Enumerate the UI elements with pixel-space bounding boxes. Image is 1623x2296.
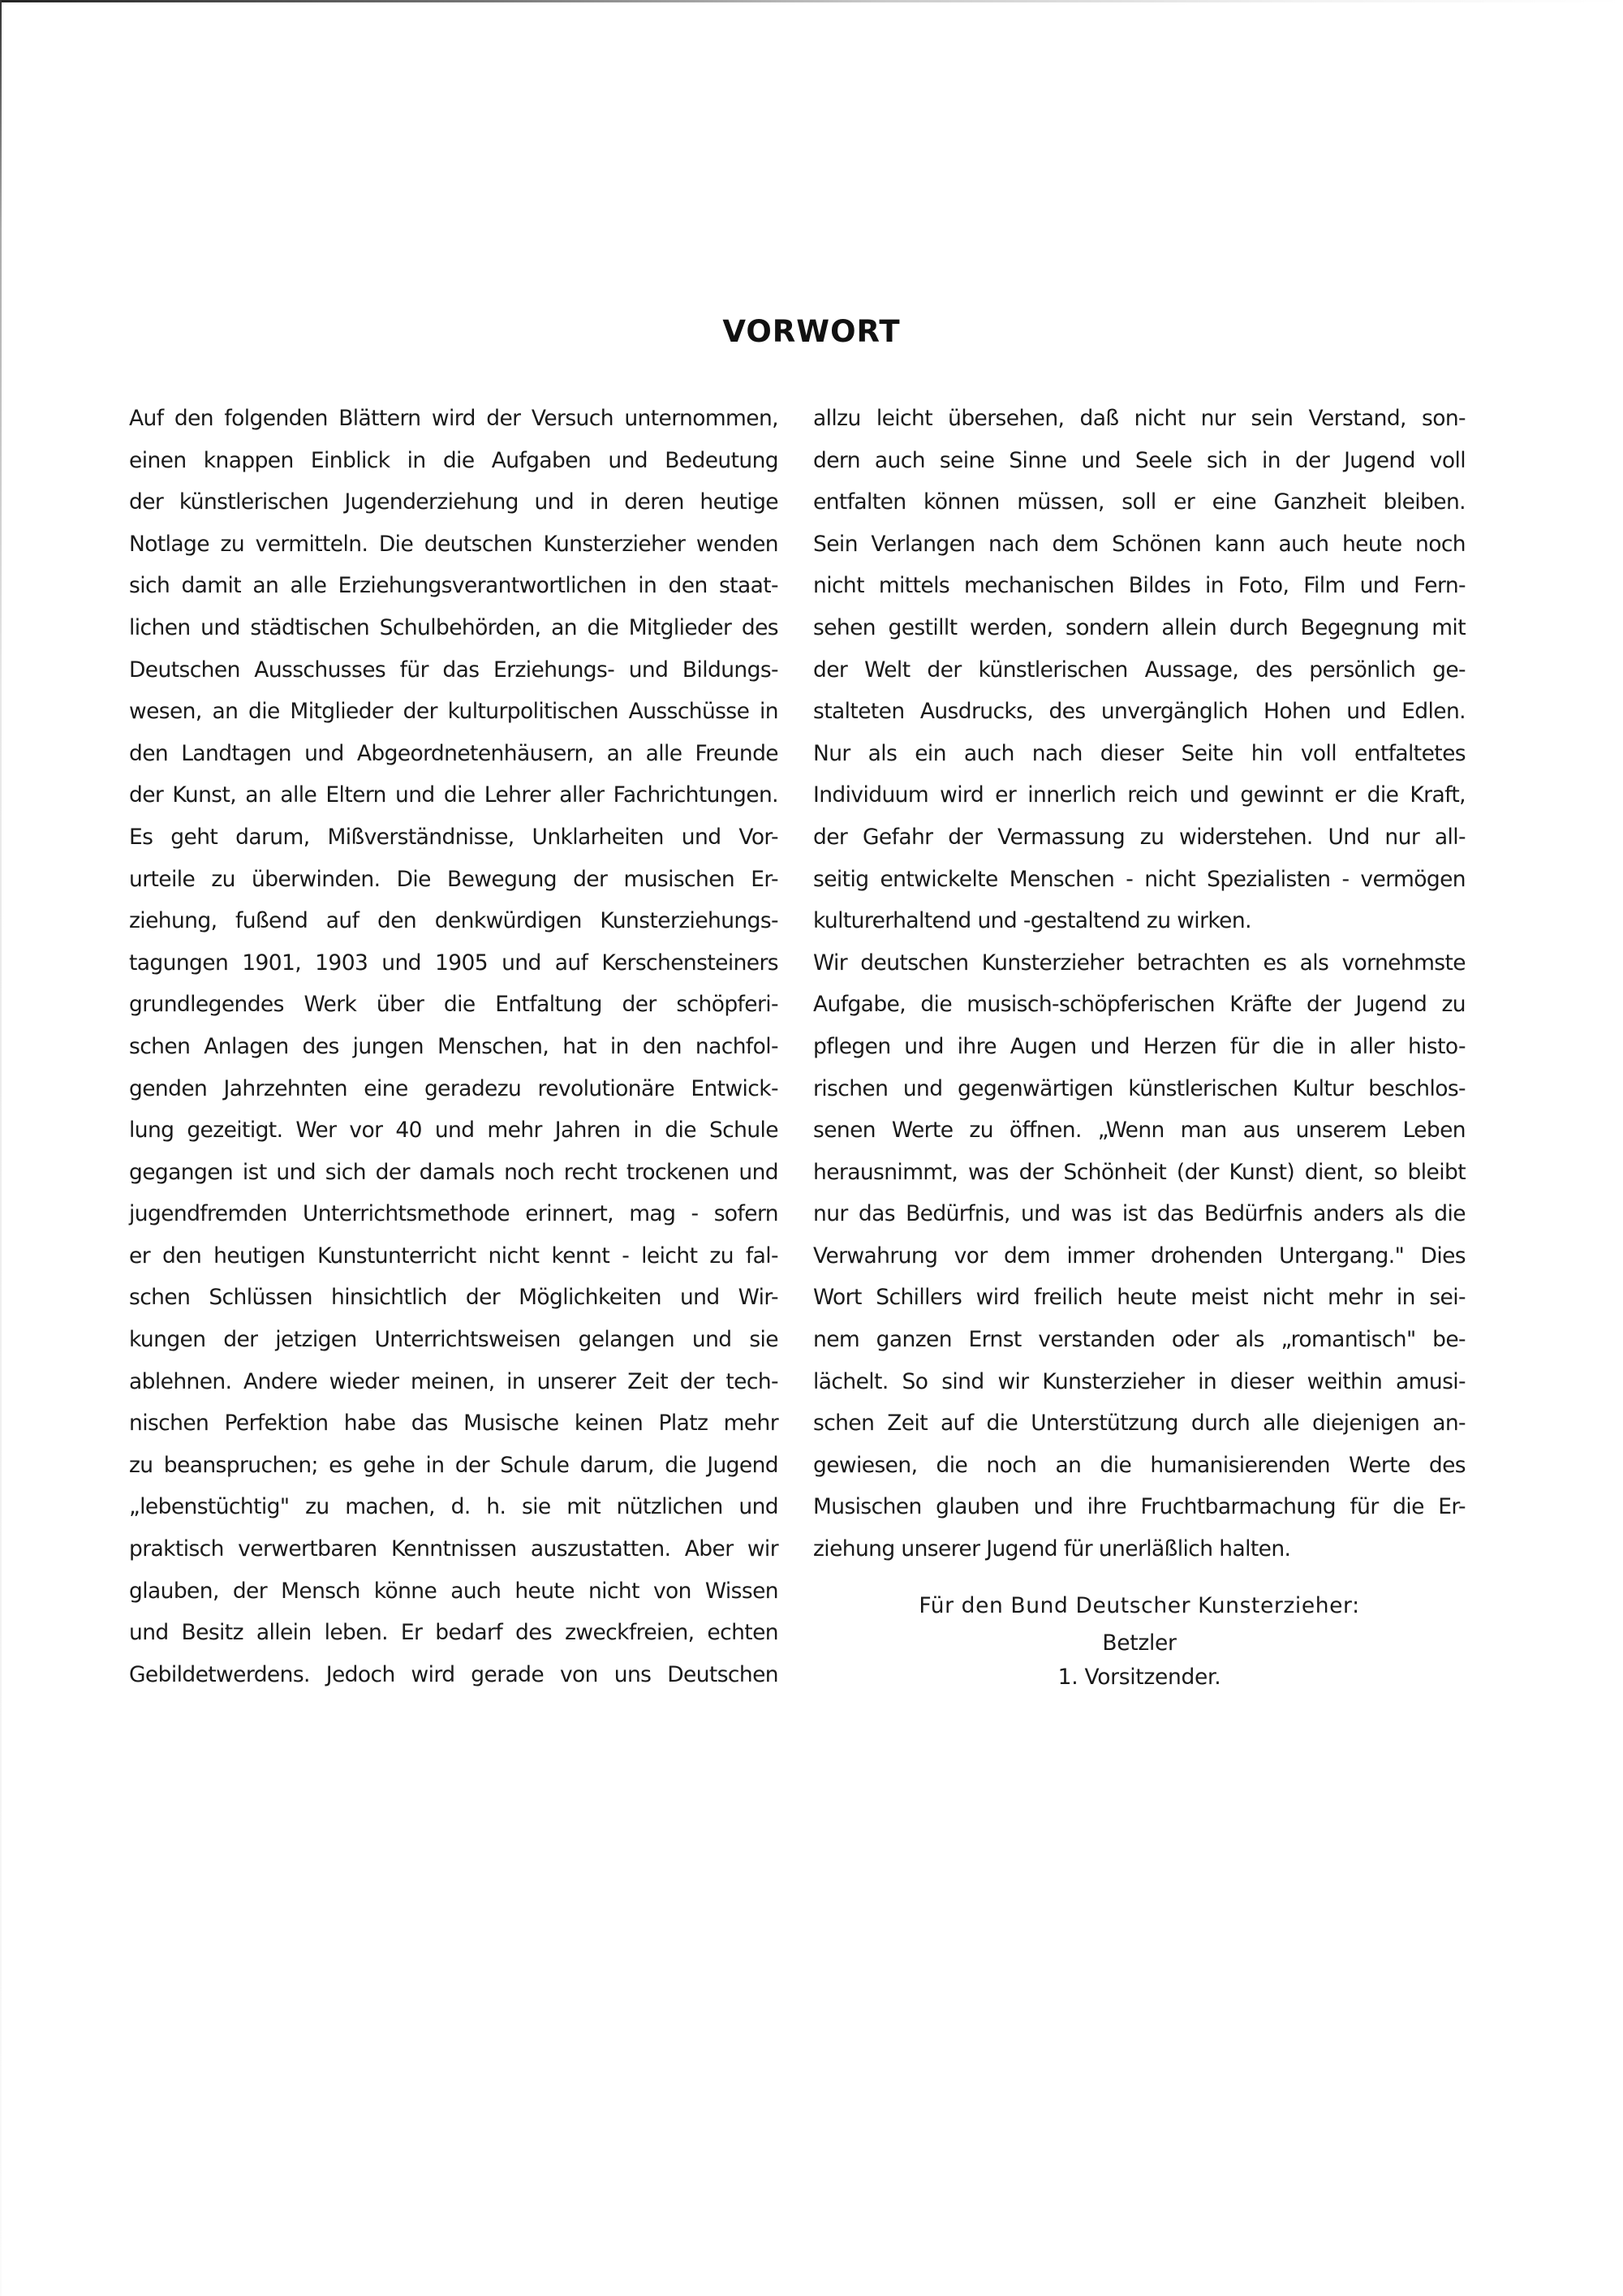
text-line: pflegen und ihre Augen und Herzen für die in aller histo- [813, 1033, 1466, 1059]
page-title: VORWORT [722, 313, 901, 349]
text-line: Gebildetwerdens. Jedoch wird gerade von uns Deutschen [129, 1661, 778, 1687]
text-line: Sein Verlangen nach dem Schönen kann auch heute noch [813, 531, 1466, 557]
text-line: Wort Schillers wird freilich heute meist nicht mehr in sei- [813, 1285, 1466, 1311]
right-text-column [813, 398, 1466, 1570]
text-line: der Gefahr der Vermassung zu widerstehen. Und nur all- [813, 824, 1466, 850]
text-line: nur das Bedürfnis, und was ist das Bedürfnis anders als die [813, 1201, 1466, 1227]
text-line: lächelt. So sind wir Kunsterzieher in dieser weithin amusi- [813, 1368, 1466, 1394]
text-line: der Kunst, an alle Eltern und die Lehrer aller Fachrichtungen. [129, 782, 778, 808]
text-line: gegangen ist und sich der damals noch recht trockenen und [129, 1159, 778, 1185]
text-line: nicht mittels mechanischen Bildes in Foto, Film und Fern- [813, 573, 1466, 599]
text-line: dern auch seine Sinne und Seele sich in der Jugend voll [813, 447, 1466, 473]
text-line: Musischen glauben und ihre Fruchtbarmachung für die Er- [813, 1494, 1466, 1520]
text-line: nischen Perfektion habe das Musische keinen Platz mehr [129, 1411, 778, 1437]
text-line: allzu leicht übersehen, daß nicht nur sein Verstand, son- [813, 406, 1466, 431]
text-line: und Besitz allein leben. Er bedarf des zweckfreien, echten [129, 1620, 778, 1646]
text-line: der Welt der künstlerischen Aussage, des persönlich ge- [813, 657, 1466, 683]
text-line: wesen, an die Mitglieder der kulturpolitischen Ausschüsse in [129, 699, 778, 725]
text-line: ziehung unserer Jugend für unerläßlich halten. [813, 1536, 1291, 1562]
text-line: schen Zeit auf die Unterstützung durch alle diejenigen an- [813, 1411, 1466, 1437]
text-line: Verwahrung vor dem immer drohenden Untergang." Dies [813, 1243, 1466, 1269]
text-line: praktisch verwertbaren Kenntnissen auszustatten. Aber wir [129, 1536, 778, 1562]
signature-organization: Für den Bund Deutscher Kunsterzieher: [919, 1593, 1360, 1618]
signature-name: Betzler [1102, 1630, 1177, 1656]
text-line: Aufgabe, die musisch-schöpferischen Kräfte der Jugend zu [813, 992, 1466, 1018]
text-line: stalteten Ausdrucks, des unvergänglich Hohen und Edlen. [813, 699, 1466, 725]
text-line: senen Werte zu öffnen. „Wenn man aus unserem Leben [813, 1118, 1466, 1144]
scan-edge-top [0, 0, 1623, 2]
text-line: glauben, der Mensch könne auch heute nicht von Wissen [129, 1578, 778, 1604]
signature-role: 1. Vorsitzender. [1057, 1665, 1221, 1690]
text-line: jugendfremden Unterrichtsmethode erinnert, mag - sofern [129, 1201, 778, 1227]
text-line: Auf den folgenden Blättern wird der Versuch unternommen, [129, 406, 778, 431]
text-line: Es geht darum, Mißverständnisse, Unklarheiten und Vor- [129, 824, 778, 850]
signature-block [813, 1589, 1466, 1695]
text-line: herausnimmt, was der Schönheit (der Kunst) dient, so bleibt [813, 1159, 1466, 1185]
left-text-column [129, 398, 778, 1695]
text-line: urteile zu überwinden. Die Bewegung der musischen Er- [129, 866, 778, 892]
text-line: lung gezeitigt. Wer vor 40 und mehr Jahren in die Schule [129, 1118, 778, 1144]
text-line: entfalten können müssen, soll er eine Ganzheit bleiben. [813, 489, 1466, 515]
text-line: ziehung, fußend auf den denkwürdigen Kunsterziehungs- [129, 908, 778, 934]
text-line: zu beanspruchen; es gehe in der Schule darum, die Jugend [129, 1452, 778, 1478]
text-line: seitig entwickelte Menschen - nicht Spezialisten - vermögen [813, 866, 1466, 892]
text-line: der künstlerischen Jugenderziehung und in deren heutige [129, 489, 778, 515]
text-line: Nur als ein auch nach dieser Seite hin voll entfaltetes [813, 740, 1466, 766]
text-line: sehen gestillt werden, sondern allein durch Begegnung mit [813, 614, 1466, 640]
text-line: einen knappen Einblick in die Aufgaben und Bedeutung [129, 447, 778, 473]
text-line: ablehnen. Andere wieder meinen, in unserer Zeit der tech- [129, 1368, 778, 1394]
text-line: „lebenstüchtig" zu machen, d. h. sie mit nützlichen und [129, 1494, 778, 1520]
text-line: lichen und städtischen Schulbehörden, an die Mitglieder des [129, 614, 778, 640]
text-line: den Landtagen und Abgeordnetenhäusern, an alle Freunde [129, 740, 778, 766]
text-line: genden Jahrzehnten eine geradezu revolutionäre Entwick- [129, 1075, 778, 1101]
text-line: Notlage zu vermitteln. Die deutschen Kunsterzieher wenden [129, 531, 778, 557]
text-line: gewiesen, die noch an die humanisierenden Werte des [813, 1452, 1466, 1478]
text-line: tagungen 1901, 1903 und 1905 und auf Kerschensteiners [129, 950, 778, 976]
text-line: Wir deutschen Kunsterzieher betrachten es als vornehmste [813, 950, 1466, 976]
text-line: Deutschen Ausschusses für das Erziehungs- und Bildungs- [129, 657, 778, 683]
text-line: schen Schlüssen hinsichtlich der Möglichkeiten und Wir- [129, 1285, 778, 1311]
text-line: er den heutigen Kunstunterricht nicht kennt - leicht zu fal- [129, 1243, 778, 1269]
text-line: kungen der jetzigen Unterrichtsweisen gelangen und sie [129, 1327, 778, 1353]
text-line: rischen und gegenwärtigen künstlerischen Kultur beschlos- [813, 1075, 1466, 1101]
text-line: grundlegendes Werk über die Entfaltung der schöpferi- [129, 992, 778, 1018]
text-line: sich damit an alle Erziehungsverantwortlichen in den staat- [129, 573, 778, 599]
text-line: schen Anlagen des jungen Menschen, hat in den nachfol- [129, 1033, 778, 1059]
text-line: Individuum wird er innerlich reich und gewinnt er die Kraft, [813, 782, 1466, 808]
text-line: kulturerhaltend und -gestaltend zu wirken. [813, 908, 1251, 934]
text-line: nem ganzen Ernst verstanden oder als „romantisch" be- [813, 1327, 1466, 1353]
